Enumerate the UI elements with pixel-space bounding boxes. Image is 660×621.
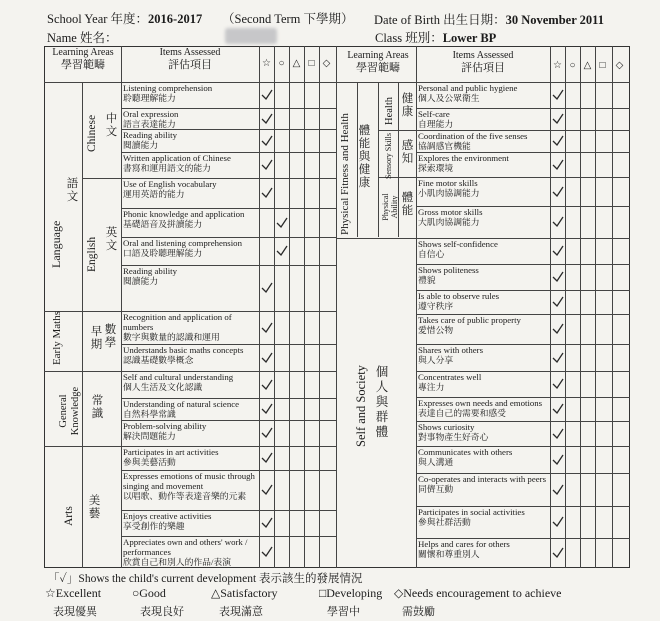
right-item <box>418 474 548 506</box>
right-item-zh: 參與社群活動 <box>418 517 471 527</box>
right-item <box>418 239 548 264</box>
check-icon <box>260 88 274 102</box>
sub-physical-ability-en: Physical Ability <box>381 193 399 221</box>
rating-symbol-right: ○ <box>569 60 576 71</box>
items-zh: 評估項目 <box>168 59 212 71</box>
rating-symbol-left: △ <box>292 58 301 69</box>
left-rating-col-line <box>304 46 305 568</box>
left-item-en: Problem-solving ability <box>123 421 207 431</box>
right-item-en: Is able to observe rules <box>418 291 500 301</box>
check-icon <box>551 377 565 391</box>
left-item-zh: 基礎語音及拼讀能力 <box>123 219 203 229</box>
legend-item: ☆Excellent <box>45 586 102 600</box>
left-sub-col-line <box>82 446 83 568</box>
areas-zh-right: 學習範疇 <box>356 62 400 74</box>
left-item-en: Use of English vocabulary <box>123 179 217 189</box>
right-item-en: Concentrates well <box>418 372 482 382</box>
left-item-zh: 參與美藝活動 <box>123 457 176 467</box>
check-icon <box>260 545 274 559</box>
left-item <box>123 421 257 446</box>
check-icon <box>551 515 565 529</box>
right-item-zh: 同儕互動 <box>418 484 454 494</box>
check-icon <box>260 451 274 465</box>
left-item <box>123 209 257 237</box>
right-item-col-line <box>416 46 417 568</box>
left-item-zh: 享受創作的樂趣 <box>123 521 185 531</box>
rating-symbol-right: ◇ <box>615 60 624 71</box>
right-item <box>418 83 548 108</box>
check-icon <box>551 134 565 148</box>
check-icon <box>551 215 565 229</box>
area-early-maths-zh-2: 數學 <box>104 324 117 349</box>
sub-health-zh: 健康 <box>401 93 414 118</box>
right-item <box>418 422 548 446</box>
rating-symbol-left: ○ <box>278 58 285 69</box>
rating-symbol-right: ☆ <box>553 60 562 71</box>
right-item-en: Shows curiosity <box>418 422 475 432</box>
area-general-knowledge-zh: 常識 <box>91 395 104 420</box>
left-sub-col-line <box>82 371 83 446</box>
legend-item-zh: 學習中 <box>327 606 360 618</box>
check-icon <box>275 244 289 258</box>
check-icon <box>551 453 565 467</box>
right-areas-header <box>340 50 416 75</box>
sub-sensory-en: Sensory Skills <box>384 133 393 180</box>
check-icon <box>551 270 565 284</box>
check-icon <box>260 378 274 392</box>
dob-value: 30 November 2011 <box>505 13 604 27</box>
left-item <box>123 238 257 265</box>
right-item-zh: 與人分享 <box>418 355 454 365</box>
right-item <box>418 109 548 130</box>
check-icon <box>260 321 274 335</box>
left-item <box>123 83 257 108</box>
legend-item: □Developing <box>319 586 383 600</box>
legend-item: △Satisfactory <box>211 586 278 600</box>
sub-chinese-en: Chinese <box>86 114 98 152</box>
left-items-header <box>121 47 259 72</box>
right-item <box>418 153 548 177</box>
right-item-en: Co-operates and interacts with peers <box>418 474 546 484</box>
check-icon <box>551 295 565 309</box>
check-icon <box>275 216 289 230</box>
legend-item-zh: 表現優異 <box>53 606 97 618</box>
items-en: Items Assessed <box>159 47 221 58</box>
left-item-en: Expresses emotions of music through singing and movement <box>123 471 255 491</box>
right-item-en: Takes care of public property <box>418 315 521 325</box>
right-item-zh: 自信心 <box>418 249 445 259</box>
check-icon <box>551 244 565 258</box>
areas-en: Learning Areas <box>52 47 114 58</box>
right-item-zh: 小肌肉協調能力 <box>418 188 480 198</box>
left-item-zh: 運用英語的能力 <box>123 189 185 199</box>
left-item <box>123 130 257 152</box>
right-item-en: Shows self-confidence <box>418 239 498 249</box>
left-item-en: Oral and listening comprehension <box>123 238 242 248</box>
rating-symbol-left: ◇ <box>322 58 331 69</box>
school-year-label: School Year 年度： <box>47 12 149 26</box>
check-icon <box>260 351 274 365</box>
right-item <box>418 539 548 568</box>
right-item <box>418 447 548 473</box>
left-item-en: Phonic knowledge and application <box>123 209 245 219</box>
check-icon <box>551 546 565 560</box>
right-rating-col-line <box>612 46 613 568</box>
right-rating-col-line <box>565 46 566 568</box>
items-en-right: Items Assessed <box>452 50 514 61</box>
right-rating-col-line <box>580 46 581 568</box>
right-item <box>418 178 548 206</box>
right-item-en: Gross motor skills <box>418 207 483 217</box>
area-language-zh: 語文 <box>66 178 79 203</box>
right-item <box>418 345 548 371</box>
left-item <box>123 447 257 470</box>
check-icon <box>551 483 565 497</box>
center-divider <box>336 46 337 568</box>
left-item-zh: 書寫和運用語文的能力 <box>123 163 211 173</box>
left-item-en: Reading ability <box>123 130 177 140</box>
right-item <box>418 315 548 344</box>
left-item-col-line <box>121 46 122 568</box>
area-general-knowledge-en: General Knowledge <box>58 386 81 436</box>
area-physical-en: Physical Fitness and Health <box>339 113 351 235</box>
check-icon <box>260 483 274 497</box>
class-line <box>375 28 496 46</box>
left-item <box>123 345 257 371</box>
area-self-society-zh: 個人與群體 <box>375 365 389 439</box>
check-icon <box>551 322 565 336</box>
left-rating-col-line <box>289 46 290 568</box>
class-value: Lower BP <box>442 31 497 45</box>
sub-health-en: Health <box>384 97 395 125</box>
check-icon <box>260 186 274 200</box>
check-icon <box>551 427 565 441</box>
right-item-zh: 個人及公眾衛生 <box>418 93 480 103</box>
check-icon <box>551 158 565 172</box>
area-arts-en: Arts <box>63 506 75 526</box>
check-icon <box>551 351 565 365</box>
right-item-zh: 對事物產生好奇心 <box>418 432 489 442</box>
right-item <box>418 507 548 538</box>
left-sub-divider <box>82 178 121 179</box>
right-item-zh: 自理能力 <box>418 119 454 129</box>
right-item-en: Helps and cares for others <box>418 539 510 549</box>
check-icon <box>260 112 274 126</box>
check-icon <box>260 402 274 416</box>
left-item-zh: 閱讀能力 <box>123 140 159 150</box>
legend-item-zh: 表現良好 <box>140 606 184 618</box>
sub-chinese-zh: 中文 <box>105 113 118 138</box>
left-areas-header <box>45 47 121 72</box>
right-item-zh: 禮貌 <box>418 275 436 285</box>
term: （Second Term 下學期） <box>222 12 354 26</box>
left-item <box>123 153 257 178</box>
right-item-en: Communicates with others <box>418 447 513 457</box>
area-early-maths-en: Early Maths <box>51 310 63 366</box>
right-item-en: Self-care <box>418 109 450 119</box>
right-item-en: Shares with others <box>418 345 483 355</box>
area-early-maths-zh: 早期 <box>90 326 103 351</box>
legend-note: 「✓」Shows the child's current development 表示該生的發展情況 <box>48 573 363 585</box>
left-item <box>123 511 257 536</box>
right-sub-col-line <box>378 82 379 237</box>
right-item-zh: 愛惜公物 <box>418 325 454 335</box>
area-self-society-en: Self and Society <box>354 365 368 447</box>
left-item-en: Understanding of natural science <box>123 399 240 409</box>
items-zh-right: 評估項目 <box>461 62 505 74</box>
left-item-zh: 閱讀能力 <box>123 276 159 286</box>
right-item <box>418 372 548 397</box>
left-item <box>123 372 257 398</box>
left-item-zh: 解決問題能力 <box>123 431 176 441</box>
right-item-en: Expresses own needs and emotions <box>418 398 543 408</box>
right-items-header <box>416 50 550 75</box>
left-item <box>123 537 257 568</box>
left-item-en: Self and cultural understanding <box>123 372 234 382</box>
dob-label: Date of Birth 出生日期： <box>374 13 506 27</box>
left-item-en: Appreciates own and others' work / performances <box>123 537 248 557</box>
right-item-zh: 表達自己的需要和感受 <box>418 408 506 418</box>
right-item <box>418 265 548 290</box>
sub-english-en: English <box>86 236 98 272</box>
check-icon <box>551 112 565 126</box>
legend-item: ◇Needs encouragement to achieve <box>394 586 562 600</box>
left-item-zh: 以唱歌、動作等表達音樂的元素 <box>123 491 247 501</box>
legend-item-zh: 表現滿意 <box>219 606 263 618</box>
left-item-en: Participates in art activities <box>123 447 219 457</box>
check-icon <box>260 134 274 148</box>
sub-sensory-zh: 感知 <box>401 140 414 165</box>
rating-symbol-left: □ <box>308 58 315 69</box>
area-language-en: Language <box>49 220 63 268</box>
dob-line <box>374 10 604 28</box>
right-item-zh: 遵守秩序 <box>418 301 454 311</box>
rating-symbol-right: □ <box>599 60 606 71</box>
sub-physical-ability-zh: 體能 <box>401 192 414 217</box>
left-item <box>123 471 257 510</box>
left-item <box>123 399 257 420</box>
check-icon <box>551 88 565 102</box>
right-item-en: Shows politeness <box>418 265 479 275</box>
right-item-zh: 協調感官機能 <box>418 141 471 151</box>
name-label: Name 姓名： <box>47 31 118 45</box>
left-item-en: Reading ability <box>123 266 177 276</box>
left-item-zh: 自然科學常識 <box>123 409 176 419</box>
areas-zh: 學習範疇 <box>61 59 105 71</box>
area-physical-zh: 體能與健康 <box>358 125 371 189</box>
left-item-en: Listening comprehension <box>123 83 213 93</box>
right-item-en: Personal and public hygiene <box>418 83 518 93</box>
right-item-zh: 與人溝通 <box>418 457 454 467</box>
right-item-zh: 專注力 <box>418 382 445 392</box>
school-year-value: 2016-2017 <box>148 12 203 26</box>
left-item-zh: 聆聽理解能力 <box>123 93 176 103</box>
left-item-en: Understands basic maths concepts <box>123 345 244 355</box>
school-year-line <box>47 9 202 27</box>
rating-symbol-right: △ <box>583 60 592 71</box>
right-item-en: Explores the environment <box>418 153 509 163</box>
class-label: Class 班別： <box>375 31 443 45</box>
right-item-zh: 大肌肉協調能力 <box>418 217 480 227</box>
left-rating-col-line <box>274 46 275 568</box>
left-sub-col-line <box>82 311 83 371</box>
left-item-en: Oral expression <box>123 109 179 119</box>
areas-en-right: Learning Areas <box>347 50 409 61</box>
left-item <box>123 109 257 129</box>
left-item-zh: 語言表達能力 <box>123 119 176 129</box>
check-icon <box>260 426 274 440</box>
check-icon <box>551 402 565 416</box>
check-icon <box>260 158 274 172</box>
left-item-zh: 口語及聆聽理解能力 <box>123 248 203 258</box>
left-item-zh: 認識基礎數學概念 <box>123 355 194 365</box>
right-item-zh: 探索環境 <box>418 163 454 173</box>
right-item-en: Coordination of the five senses <box>418 131 528 141</box>
legend-item: ○Good <box>132 586 166 600</box>
right-item <box>418 131 548 152</box>
left-item <box>123 179 257 208</box>
left-item-en: Enjoys creative activities <box>123 511 212 521</box>
left-item <box>123 312 257 344</box>
left-item-en: Recognition and application of numbers <box>123 312 232 332</box>
right-item <box>418 207 548 238</box>
left-item-zh: 欣賞自己和別人的作品/表演 <box>123 557 232 567</box>
redacted-name <box>225 28 277 44</box>
right-item-zh: 關懷和尊重別人 <box>418 549 480 559</box>
right-item-en: Participates in social activities <box>418 507 525 517</box>
left-item-en: Written application of Chinese <box>123 153 231 163</box>
check-icon <box>260 516 274 530</box>
sub-english-zh: 英文 <box>105 227 118 252</box>
check-icon <box>260 281 274 295</box>
right-item-en: Fine motor skills <box>418 178 478 188</box>
rating-symbol-left: ☆ <box>262 58 271 69</box>
right-item <box>418 398 548 421</box>
left-sub-col-line <box>82 82 83 311</box>
area-arts-zh: 美藝 <box>88 495 101 520</box>
left-item-zh: 個人生活及文化認識 <box>123 382 203 392</box>
check-icon <box>551 185 565 199</box>
right-item <box>418 291 548 314</box>
left-item-zh: 數字與數量的認識和運用 <box>123 332 220 342</box>
left-item <box>123 266 257 311</box>
legend-item-zh: 需鼓勵 <box>402 606 435 618</box>
right-rating-col-line <box>595 46 596 568</box>
left-rating-col-line <box>319 46 320 568</box>
